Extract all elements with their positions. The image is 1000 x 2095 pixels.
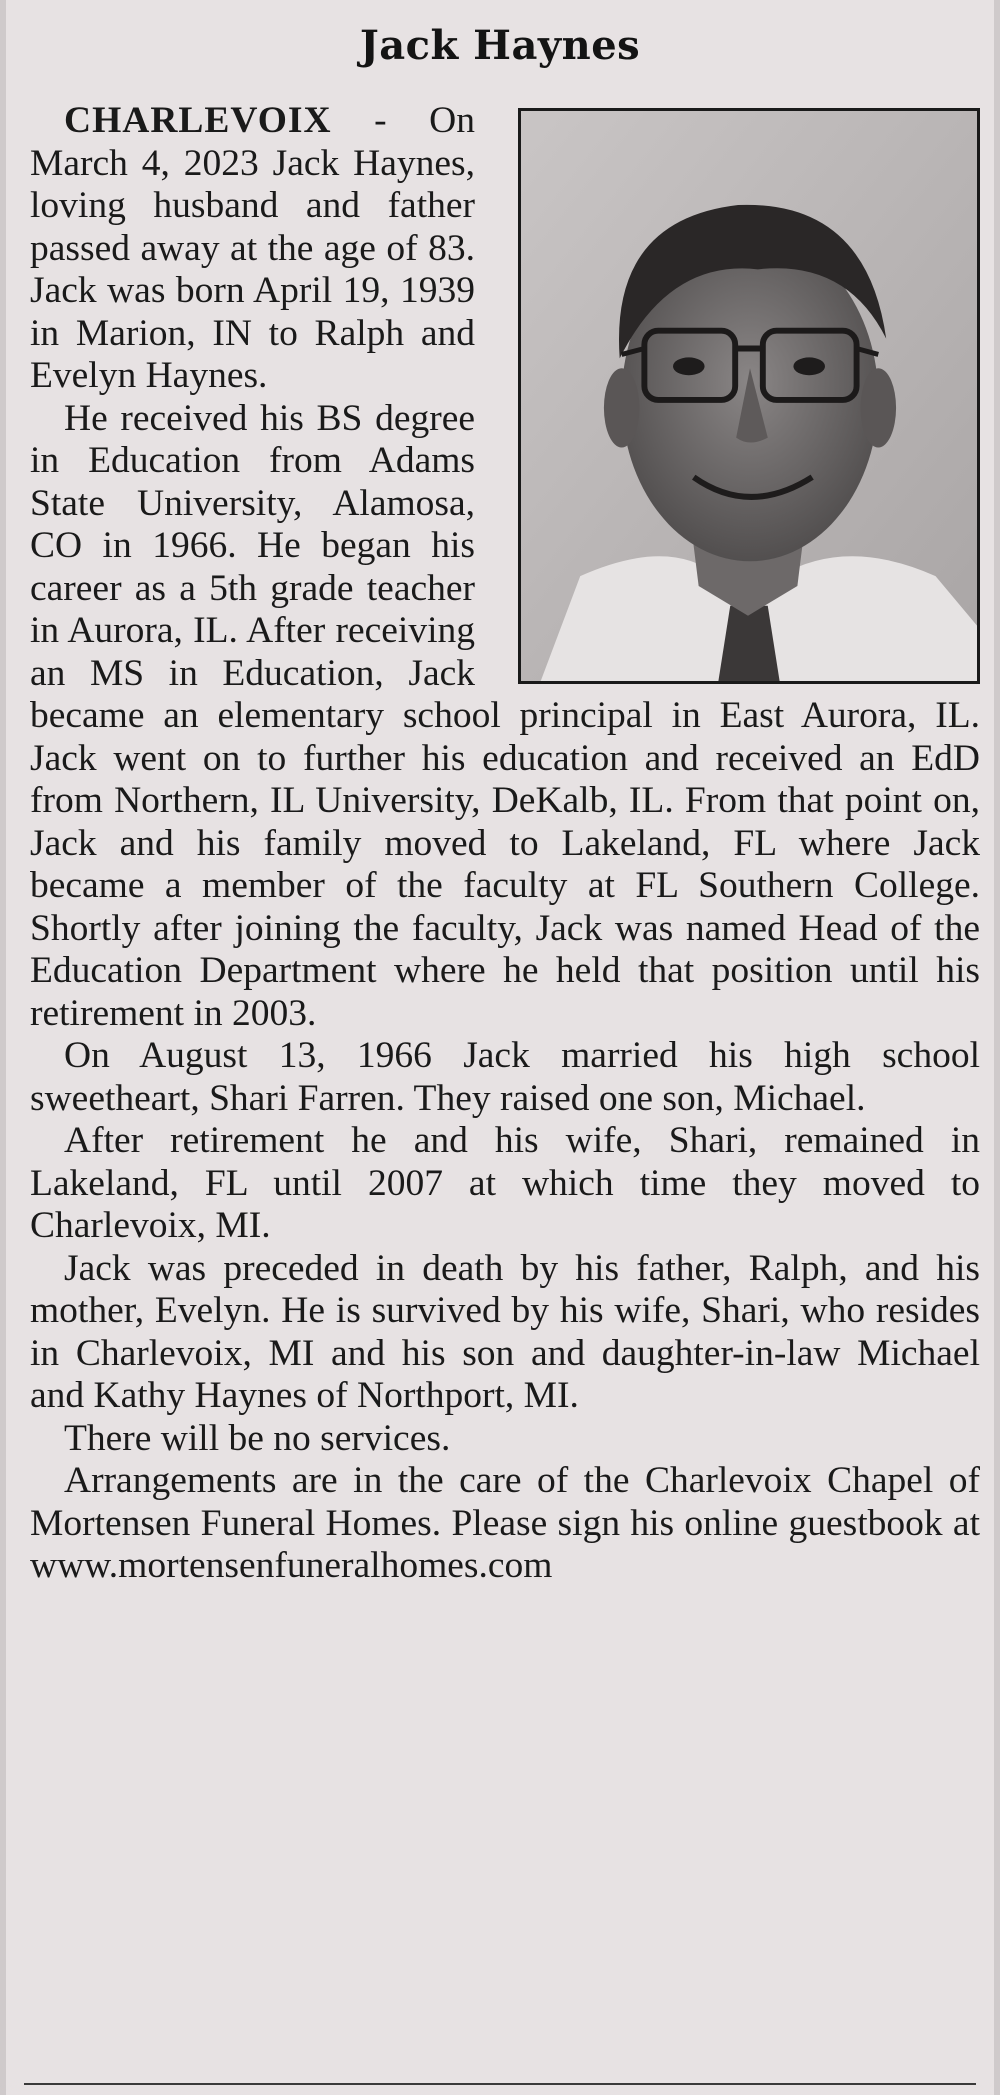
paragraph-survivors: Jack was preceded in death by his father, Ralph, and his mother, Evelyn. He is survived by his wife, Shari, who resides in Charlevoix, MI and his son and daughter-in-law Michael and Kathy Haynes of Northport, MI. (30, 1247, 980, 1416)
obituary-body (30, 100, 980, 1588)
dateline: CHARLEVOIX (64, 100, 332, 141)
paragraph-intro-text: - On March 4, 2023 Jack Haynes, loving husband and father passed away at the age of 83. Jack was born April 19, 1939 in Marion, IN to Ralph and Evelyn Haynes. (30, 100, 475, 396)
paragraph-services: There will be no services. (64, 1417, 451, 1459)
paragraph-marriage: On August 13, 1966 Jack married his high school sweetheart, Shari Farren. They raised one son, Michael. (30, 1035, 980, 1119)
paragraph-career: He received his BS degree in Education from Adams State University, Alamosa, CO in 1966. He began his career as a 5th grade teacher in Aurora, IL. After receiving an MS in Education, Jack became an elementary school principal in East Aurora, IL. Jack went on to further his education and received an EdD from Northern, IL University, DeKalb, IL. From that point on, Jack and his family moved to Lakeland, FL where Jack became a member of the faculty at FL Southern College. Shortly after joining the faculty, Jack was named Head of the Education Department where he held that position until his retirement in 2003. (30, 397, 980, 1034)
photo-spacer (475, 100, 980, 692)
bottom-rule (24, 2083, 976, 2085)
paragraph-retirement: After retirement he and his wife, Shari, remained in Lakeland, FL until 2007 at which time they moved to Charlevoix, MI. (30, 1120, 980, 1246)
obituary-headline: Jack Haynes (359, 22, 641, 69)
paragraph-arrangements: Arrangements are in the care of the Charlevoix Chapel of Mortensen Funeral Homes. Please sign his online guestbook at www.mortensenfuneralhomes.com (30, 1460, 980, 1586)
